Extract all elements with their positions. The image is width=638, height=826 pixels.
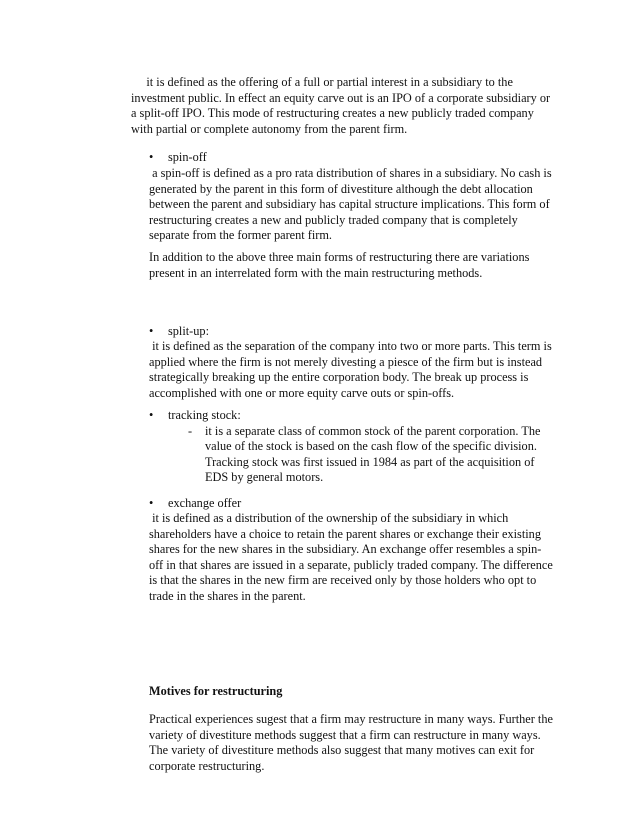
motives-line: The variety of divestiture methods also suggest that many motives can exit for	[149, 743, 535, 757]
exchange-bullet-item	[149, 496, 241, 512]
splitup-line: accomplished with one or more equity carve outs or spin-offs.	[149, 385, 455, 400]
tracking-line: EDS by general motors.	[205, 470, 324, 484]
carveout-line: a split-off IPO. This mode of restructuring creates a new publicly traded company	[131, 106, 534, 120]
carveout-paragraph	[131, 75, 631, 137]
spinoff-title: spin-off	[168, 150, 207, 164]
spinoff-line: between the parent and subsidiary has capital structure implications. This form of	[149, 197, 550, 211]
motives-paragraph	[149, 712, 629, 774]
spinoff-bullet-item	[149, 150, 207, 166]
splitup-paragraph	[149, 339, 629, 401]
variations-line: In addition to the above three main forms of restructuring there are variations	[149, 250, 530, 264]
tracking-title: tracking stock:	[168, 408, 241, 422]
tracking-line: Tracking stock was first issued in 1984 as part of the acquisition of	[205, 454, 535, 469]
bullet-icon: •	[149, 150, 154, 164]
bullet-icon: •	[149, 408, 154, 422]
splitup-line: strategically breaking up the entire corporation body. The break up process is	[149, 370, 529, 384]
motives-line: variety of divestiture methods suggest that a firm can restructure in many ways.	[149, 727, 541, 742]
bullet-icon: •	[149, 496, 154, 510]
spinoff-line: generated by the parent in this form of divestiture although the debt allocation	[149, 181, 533, 196]
spinoff-line: a spin-off is defined as a pro rata distribution of shares in a subsidiary. No cash is	[149, 166, 552, 180]
bullet-icon: •	[149, 324, 154, 338]
spinoff-line: separate from the former parent firm.	[149, 228, 333, 242]
spinoff-paragraph	[149, 166, 629, 244]
variations-line: present in an interrelated form with the main restructuring methods.	[149, 265, 483, 280]
exchange-title: exchange offer	[168, 496, 242, 510]
dash-icon: -	[188, 424, 193, 438]
carveout-line: with partial or complete autonomy from the parent firm.	[131, 121, 408, 136]
carveout-line: it is defined as the offering of a full or partial interest in a subsidiary to the	[131, 75, 513, 89]
tracking-dash-item	[188, 424, 540, 440]
splitup-title: split-up:	[168, 324, 209, 338]
splitup-line: it is defined as the separation of the company into two or more parts. This term is	[149, 339, 552, 353]
splitup-line: applied where the firm is not merely divesting a piesce of the firm but is instead	[149, 354, 543, 369]
tracking-first-line: it is a separate class of common stock of the parent corporation. The	[205, 424, 541, 438]
motives-heading: Motives for restructuring	[149, 684, 283, 698]
spinoff-line: restructuring creates a new and publicly traded company that is completely	[149, 212, 518, 227]
exchange-line: trade in the shares in the parent.	[149, 588, 306, 603]
variations-paragraph	[149, 250, 629, 281]
tracking-line: value of the stock is based on the cash flow of the specific division.	[205, 439, 537, 453]
tracking-bullet-item	[149, 408, 241, 424]
motives-line: corporate restructuring.	[149, 758, 265, 773]
splitup-bullet-item	[149, 324, 209, 340]
exchange-paragraph	[149, 511, 629, 604]
motives-line: Practical experiences sugest that a firm may restructure in many ways. Further the	[149, 712, 553, 726]
exchange-line: is that the shares in the new firm are received only by those holders who opt to	[149, 573, 537, 587]
carveout-line: investment public. In effect an equity carve out is an IPO of a corporate subsidiary or	[131, 90, 551, 105]
exchange-line: shareholders have a choice to retain the parent shares or exchange their existing	[149, 526, 541, 541]
tracking-paragraph	[205, 439, 625, 486]
exchange-line: shares for the new shares in the subsidiary. An exchange offer resembles a spin-	[149, 542, 542, 556]
exchange-line: off in that shares are issued in a separate, publicly traded company. The difference	[149, 557, 553, 572]
exchange-line: it is defined as a distribution of the ownership of the subsidiary in which	[149, 511, 509, 525]
